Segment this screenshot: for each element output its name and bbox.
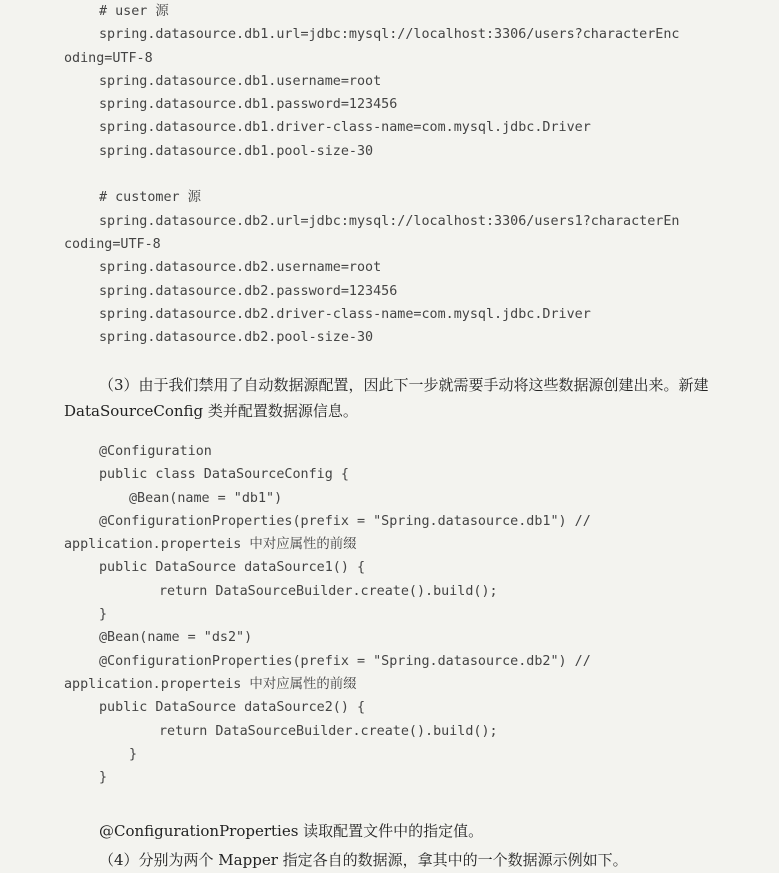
code-line: return DataSourceBuilder.create().build(); xyxy=(159,583,498,599)
code-line: } xyxy=(99,607,108,623)
code-line: @Bean(name = "ds2") xyxy=(99,630,253,646)
code-line: spring.datasource.db1.password=123456 xyxy=(99,97,398,113)
code-line: } xyxy=(129,746,138,762)
code-line: public class DataSourceConfig { xyxy=(99,467,349,483)
code-line: spring.datasource.db1.driver-class-name=com.mysql.jdbc.Driver xyxy=(99,120,591,136)
code-line: return DataSourceBuilder.create().build(); xyxy=(159,723,498,739)
code-line: spring.datasource.db1.pool-size-30 xyxy=(99,143,374,159)
code-line: oding=UTF-8 xyxy=(64,50,153,66)
paragraph-step-3: （3）由于我们禁用了自动数据源配置，因此下一步就需要手动将这些数据源创建出来。新建 DataSourceConfig 类并配置数据源信息。 xyxy=(64,376,709,420)
code-line: spring.datasource.db1.username=root xyxy=(99,73,382,89)
paragraph-step-4: （4）分别为两个 Mapper 指定各自的数据源，拿其中的一个数据源示例如下。 xyxy=(99,851,628,869)
code-line: application.properteis 中对应属性的前缀 xyxy=(64,676,357,692)
code-line: # customer 源 xyxy=(99,190,202,206)
code-line: spring.datasource.db2.url=jdbc:mysql://localhost:3306/users1?characterEn xyxy=(99,213,680,229)
code-line: spring.datasource.db2.username=root xyxy=(99,260,382,276)
code-line: spring.datasource.db1.url=jdbc:mysql://localhost:3306/users?characterEnc xyxy=(99,27,680,43)
code-line: @Bean(name = "db1") xyxy=(129,490,283,506)
code-line: # user 源 xyxy=(99,4,169,19)
code-line: @ConfigurationProperties(prefix = "Spring.datasource.db2") // xyxy=(99,653,591,669)
code-line: public DataSource dataSource2() { xyxy=(99,700,366,716)
code-line: coding=UTF-8 xyxy=(64,236,161,252)
code-line: } xyxy=(99,770,108,786)
code-line: public DataSource dataSource1() { xyxy=(99,560,366,576)
config-code-block xyxy=(0,0,779,349)
code-line: spring.datasource.db2.password=123456 xyxy=(99,283,398,299)
code-line: @ConfigurationProperties(prefix = "Spring.datasource.db1") // xyxy=(99,513,591,529)
code-line: application.properteis 中对应属性的前缀 xyxy=(64,537,357,553)
code-line: @Configuration xyxy=(99,444,212,459)
code-line: spring.datasource.db2.driver-class-name=com.mysql.jdbc.Driver xyxy=(99,306,591,322)
code-line: spring.datasource.db2.pool-size-30 xyxy=(99,330,374,346)
code-line xyxy=(0,163,779,186)
java-code-block xyxy=(0,440,779,789)
paragraph-note: @ConfigurationProperties 读取配置文件中的指定值。 xyxy=(99,822,484,840)
